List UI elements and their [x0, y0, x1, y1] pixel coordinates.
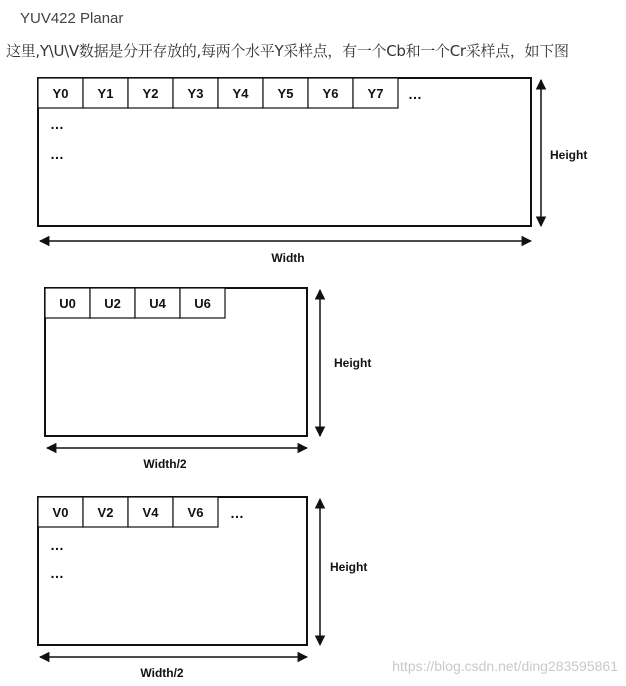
u-plane-height-label: Height [334, 356, 372, 370]
u-plane-cell-label-u0: U0 [59, 296, 76, 311]
y-plane-cell-label-y4: Y4 [232, 86, 249, 101]
v-plane-cell-label-v2: V2 [97, 505, 114, 520]
u-plane-cells [45, 288, 225, 318]
y-plane-width-label: Width [271, 251, 305, 265]
v-plane-row3-ellipsis: … [50, 565, 64, 581]
v-plane-trailing-ellipsis: … [230, 505, 244, 521]
v-plane-cell-label-v4: V4 [142, 505, 159, 520]
v-plane-cell-label-v6: V6 [187, 505, 204, 520]
y-plane-row2-ellipsis: … [50, 116, 64, 132]
y-plane-row3-ellipsis: … [50, 146, 64, 162]
u-plane-cell-label-u2: U2 [104, 296, 121, 311]
y-plane-cell-label-y5: Y5 [277, 86, 294, 101]
y-plane-cell-label-y2: Y2 [142, 86, 159, 101]
y-plane-cells [38, 78, 398, 108]
y-plane-cell-label-y6: Y6 [322, 86, 339, 101]
v-plane-height-label: Height [330, 560, 368, 574]
u-plane-cell-label-u6: U6 [194, 296, 211, 311]
v-plane-cells [38, 497, 218, 527]
v-plane [38, 497, 367, 680]
v-plane-cell-label-v0: V0 [52, 505, 69, 520]
y-plane-cell-label-y7: Y7 [367, 86, 384, 101]
y-plane [38, 78, 587, 265]
y-plane-cell-label-y1: Y1 [97, 86, 114, 101]
u-plane-width-label: Width/2 [143, 457, 187, 471]
y-plane-cell-label-y3: Y3 [187, 86, 204, 101]
y-plane-cell-label-y0: Y0 [52, 86, 69, 101]
y-plane-trailing-ellipsis: … [408, 86, 422, 102]
v-plane-row2-ellipsis: … [50, 537, 64, 553]
u-plane [45, 288, 371, 471]
u-plane-cell-label-u4: U4 [149, 296, 166, 311]
y-plane-height-label: Height [550, 148, 588, 162]
description-text: 这里,Y\U\V数据是分开存放的,每两个水平Y采样点，有一个Cb和一个Cr采样点，如下图 [6, 42, 569, 60]
v-plane-width-label: Width/2 [140, 666, 184, 680]
watermark-text: https://blog.csdn.net/ding283595861 [392, 658, 618, 674]
section-heading: YUV422 Planar [20, 10, 124, 27]
